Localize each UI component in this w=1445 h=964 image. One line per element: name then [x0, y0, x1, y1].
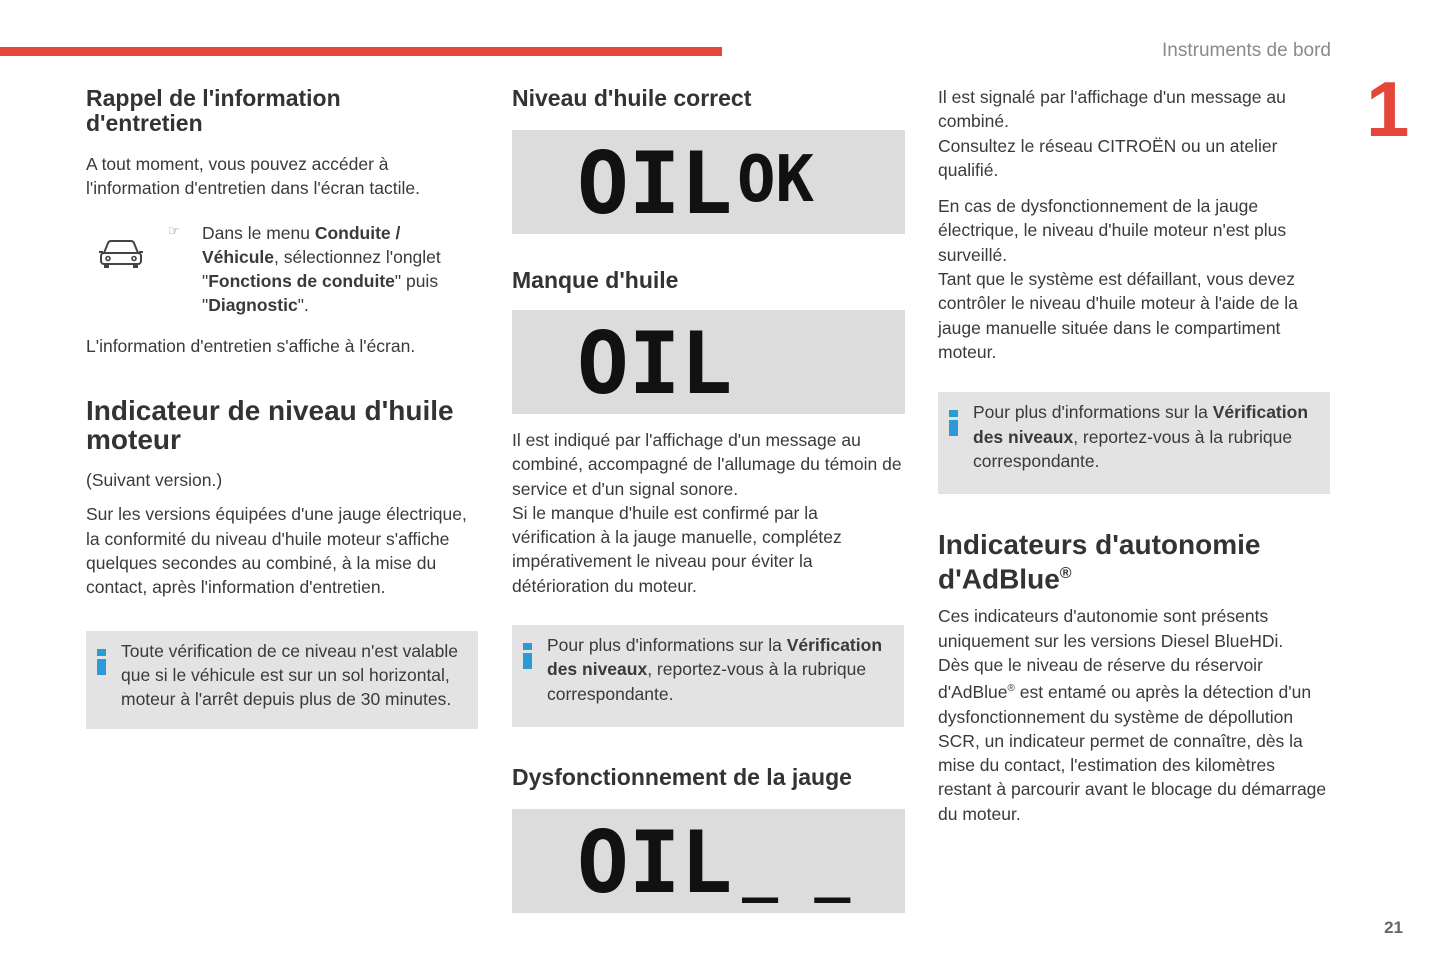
adblue-heading: Indicateurs d'autonomie d'AdBlue®	[938, 529, 1261, 595]
consult-text: Consultez le réseau CITROËN ou un atelier qualifié.	[938, 135, 1278, 180]
info-icon	[97, 649, 106, 675]
display-oil-ok	[512, 130, 905, 234]
diagnostic-step	[86, 221, 478, 318]
adblue-text-2: Dès que le niveau de réserve du réservoir d'AdBlue® est entamé ou après la détection d'un dysfonctionnement du système de dépollution SCR, un indicateur permet de connaître, dès la mise du contact, l'estimation des kilomètres restant à parcourir avant le blocage du démarrage du moteur.	[938, 655, 1327, 824]
display-oil-label: OIL	[577, 314, 733, 414]
indicateur-heading: Indicateur de niveau d'huile moteur	[86, 395, 454, 456]
display-oil-low	[512, 310, 905, 414]
info-box-text: Toute vérification de ce niveau n'est valable que si le véhicule est sur un sol horizontal, moteur à l'arrêt depuis plus de 30 minutes.	[121, 640, 459, 710]
info-box-text: Pour plus d'informations sur la Vérification des niveaux, reportez-vous à la rubrique correspondante.	[973, 402, 1309, 471]
display-oil-label: OIL	[577, 134, 733, 234]
rappel-after-text: L'information d'entretien s'affiche à l'écran.	[86, 335, 416, 356]
oil-low-display-graphic	[512, 310, 905, 414]
section-title: Instruments de bord	[1162, 40, 1331, 61]
manque-heading: Manque d'huile	[512, 267, 679, 293]
page-number: 21	[1384, 918, 1403, 937]
header-accent-bar	[0, 47, 722, 56]
suivant-version: (Suivant version.)	[86, 470, 223, 491]
info-icon	[949, 410, 958, 436]
column-middle	[512, 85, 904, 913]
display-oil-label: OIL	[577, 812, 733, 913]
signal-text: Il est signalé par l'affichage d'un message au combiné.	[938, 87, 1286, 132]
column-right	[938, 85, 1330, 826]
info-box-level-check	[86, 631, 478, 730]
adblue-text-1: Ces indicateurs d'autonomie sont présents uniquement sur les versions Diesel BlueHDi.	[938, 606, 1284, 651]
chapter-number: 1	[1366, 65, 1410, 153]
display-ok-label: OK	[737, 143, 815, 217]
dysfonction-text: En cas de dysfonctionnement de la jauge électrique, le niveau d'huile moteur n'est plus surveillé.	[938, 196, 1287, 265]
oil-fault-display-graphic	[512, 809, 905, 913]
indicateur-text: Sur les versions équipées d'une jauge électrique, la conformité du niveau d'huile moteur s'affiche quelques secondes au combiné, à la mise du contact, après l'information d'entretien.	[86, 504, 467, 598]
car-icon-box	[86, 221, 168, 318]
correct-heading: Niveau d'huile correct	[512, 85, 752, 111]
column-left	[86, 85, 478, 729]
manual-check-text: Tant que le système est défaillant, vous devez contrôler le niveau d'huile moteur à l'aide de la jauge manuelle située dans le compartiment moteur.	[938, 269, 1298, 362]
info-box-verification	[512, 625, 904, 727]
manque-text: Il est indiqué par l'affichage d'un message au combiné, accompagné de l'allumage du témoin de service et d'un signal sonore.	[512, 430, 902, 499]
oil-ok-display-graphic	[512, 130, 905, 234]
display-oil-fault	[512, 809, 905, 913]
car-icon	[98, 237, 144, 271]
manque-text-2: Si le manque d'huile est confirmé par la vérification à la jauge manuelle, complétez impérativement le niveau pour éviter la détérioration du moteur.	[512, 502, 842, 596]
rappel-text: A tout moment, vous pouvez accéder à l'information d'entretien dans l'écran tactile.	[86, 154, 420, 199]
dysfonction-heading: Dysfonctionnement de la jauge	[512, 763, 852, 790]
info-box-verification	[938, 392, 1330, 494]
info-icon	[523, 643, 532, 669]
info-box-text: Pour plus d'informations sur la Vérification des niveaux, reportez-vous à la rubrique correspondante.	[547, 635, 883, 704]
rappel-heading: Rappel de l'information d'entretien	[86, 85, 341, 136]
step-text: Dans le menu Conduite / Véhicule, sélectionnez l'onglet "Fonctions de conduite" puis "Diagnostic".	[202, 222, 441, 316]
pointer-arrow-icon: ☞	[168, 222, 180, 238]
display-dashes-label: _ _	[742, 833, 851, 904]
